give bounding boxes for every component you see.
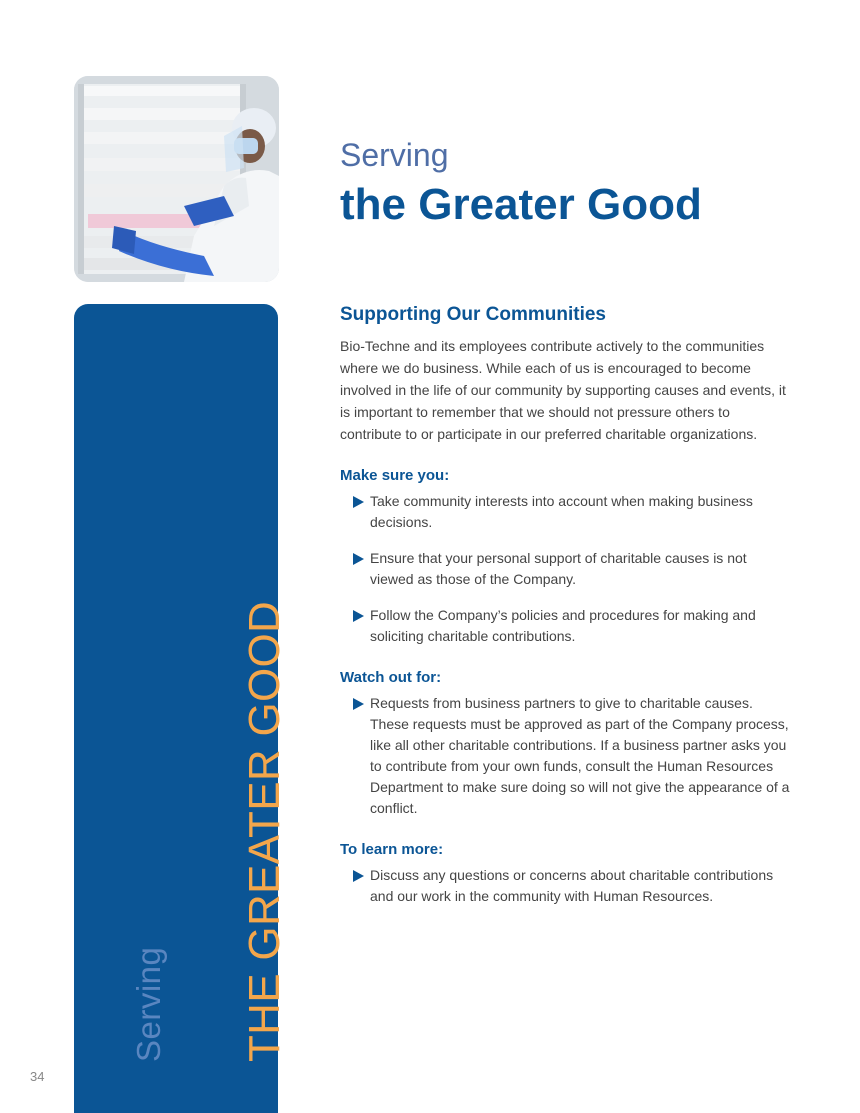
triangle-arrow-icon (353, 610, 364, 622)
main-content (340, 304, 790, 907)
section-title: Supporting Our Communities (340, 304, 606, 325)
list-item-text: Discuss any questions or concerns about charitable contributions and our work in the community with Human Resources. (370, 867, 774, 904)
list-item (340, 548, 790, 590)
watch-out-heading: Watch out for: (340, 669, 442, 686)
make-sure-list (340, 491, 790, 647)
watch-out-list (340, 693, 790, 819)
section-intro: Bio-Techne and its employees contribute actively to the communities where we do business. While each of us is encouraged to become involved in the life of our community by supporting causes and events, it is important to remember that we should not pressure others to contribute to or participate in our preferred charitable organizations. (340, 338, 786, 442)
triangle-arrow-icon (353, 496, 364, 508)
make-sure-heading: Make sure you: (340, 467, 450, 484)
lab-photo (74, 76, 279, 282)
list-item-text: Take community interests into account when making business decisions. (370, 493, 753, 530)
list-item (340, 693, 790, 819)
triangle-arrow-icon (353, 553, 364, 565)
list-item (340, 605, 790, 647)
triangle-arrow-icon (353, 698, 364, 710)
list-item-text: Follow the Company’s policies and procedures for making and soliciting charitable contributions. (370, 607, 756, 644)
list-item (340, 865, 790, 907)
list-item-text: Ensure that your personal support of charitable causes is not viewed as those of the Company. (370, 550, 747, 587)
learn-more-heading: To learn more: (340, 841, 444, 858)
learn-more-list (340, 865, 790, 907)
list-item (340, 491, 790, 533)
page-title-serving: Serving (340, 137, 449, 173)
page-number: 34 (30, 1069, 45, 1084)
sidebar-serving-text: Serving (130, 946, 167, 1062)
sidebar-greater-good-text: THE GREATER GOOD (240, 600, 289, 1062)
triangle-arrow-icon (353, 870, 364, 882)
list-item-text: Requests from business partners to give to charitable causes. These requests must be approved as part of the Company process, like all other charitable contributions. If a business partner asks you to contribute from your own funds, consult the Human Resources Department to make sure doing so will not give the appearance of a conflict. (370, 695, 790, 816)
page-title-greater-good: the Greater Good (340, 180, 702, 229)
